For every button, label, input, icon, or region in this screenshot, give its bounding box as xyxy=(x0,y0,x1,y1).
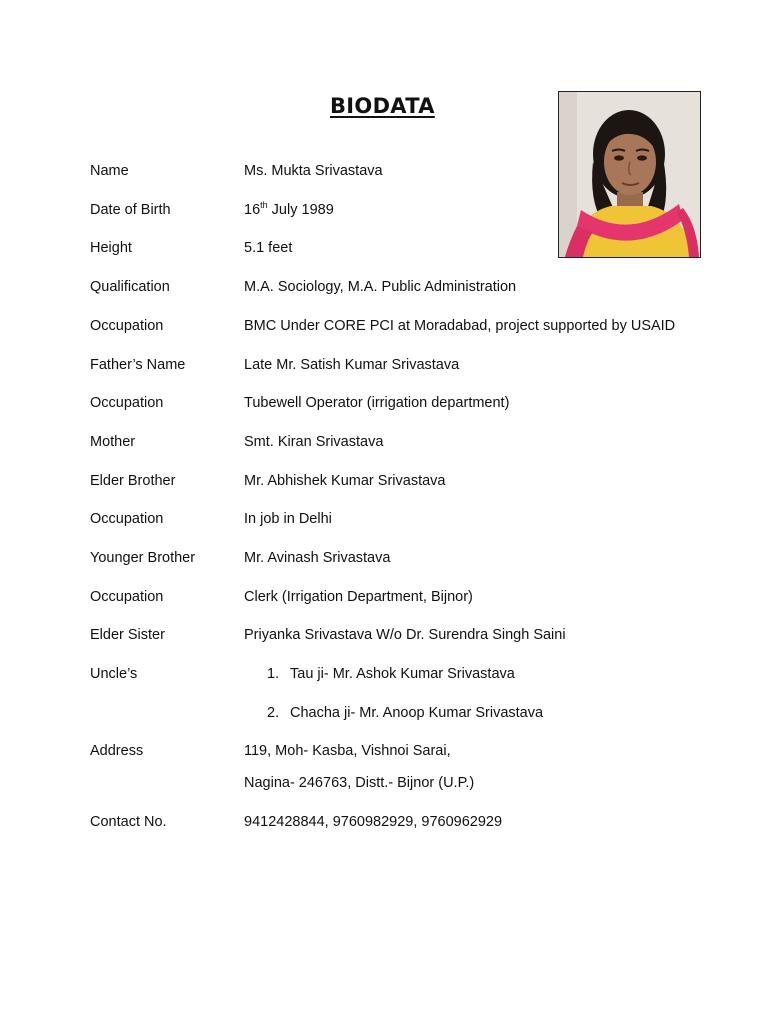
field-value: Ms. Mukta Srivastava xyxy=(244,163,383,179)
field-value: In job in Delhi xyxy=(244,511,332,527)
field-value: Tubewell Operator (irrigation department) xyxy=(244,395,510,411)
dob-rest: July 1989 xyxy=(267,202,334,218)
field-label: Occupation xyxy=(90,318,164,334)
field-label: Father’s Name xyxy=(90,357,186,373)
dob-day-suffix: th xyxy=(260,200,268,211)
list-item: Tau ji- Mr. Ashok Kumar Srivastava xyxy=(290,666,515,682)
field-label: Date of Birth xyxy=(90,202,171,218)
field-label: Contact No. xyxy=(90,814,167,830)
field-label: Mother xyxy=(90,434,136,450)
field-value: 9412428844, 9760982929, 9760962929 xyxy=(244,814,503,830)
address-line-1: 119, Moh- Kasba, Vishnoi Sarai, xyxy=(244,743,451,759)
list-number: 1. xyxy=(267,666,280,682)
field-label: Address xyxy=(90,743,144,759)
page-title: BIODATA xyxy=(330,94,435,118)
field-label: Elder Brother xyxy=(90,473,176,489)
field-label: Occupation xyxy=(90,589,164,605)
address-line-2: Nagina- 246763, Distt.- Bijnor (U.P.) xyxy=(244,775,475,791)
field-value: M.A. Sociology, M.A. Public Administration xyxy=(244,279,517,295)
list-number: 2. xyxy=(267,705,280,721)
field-label: Younger Brother xyxy=(90,550,196,566)
field-value: Clerk (Irrigation Department, Bijnor) xyxy=(244,589,473,605)
portrait-photo xyxy=(558,91,701,258)
field-label: Elder Sister xyxy=(90,627,165,643)
field-value: 5.1 feet xyxy=(244,240,293,256)
field-value: Late Mr. Satish Kumar Srivastava xyxy=(244,357,460,373)
field-label: Uncle’s xyxy=(90,666,138,682)
dob-day: 16 xyxy=(244,202,261,218)
list-item: Chacha ji- Mr. Anoop Kumar Srivastava xyxy=(290,705,544,721)
field-value: BMC Under CORE PCI at Moradabad, project supported by USAID xyxy=(244,318,676,334)
field-value xyxy=(244,201,334,219)
field-value: Smt. Kiran Srivastava xyxy=(244,434,384,450)
field-label: Occupation xyxy=(90,511,164,527)
field-label: Height xyxy=(90,240,132,256)
field-value: Priyanka Srivastava W/o Dr. Surendra Singh Saini xyxy=(244,627,566,643)
field-value: Mr. Abhishek Kumar Srivastava xyxy=(244,473,446,489)
field-label: Occupation xyxy=(90,395,164,411)
field-label: Name xyxy=(90,163,129,179)
field-value: Mr. Avinash Srivastava xyxy=(244,550,391,566)
field-label: Qualification xyxy=(90,279,170,295)
